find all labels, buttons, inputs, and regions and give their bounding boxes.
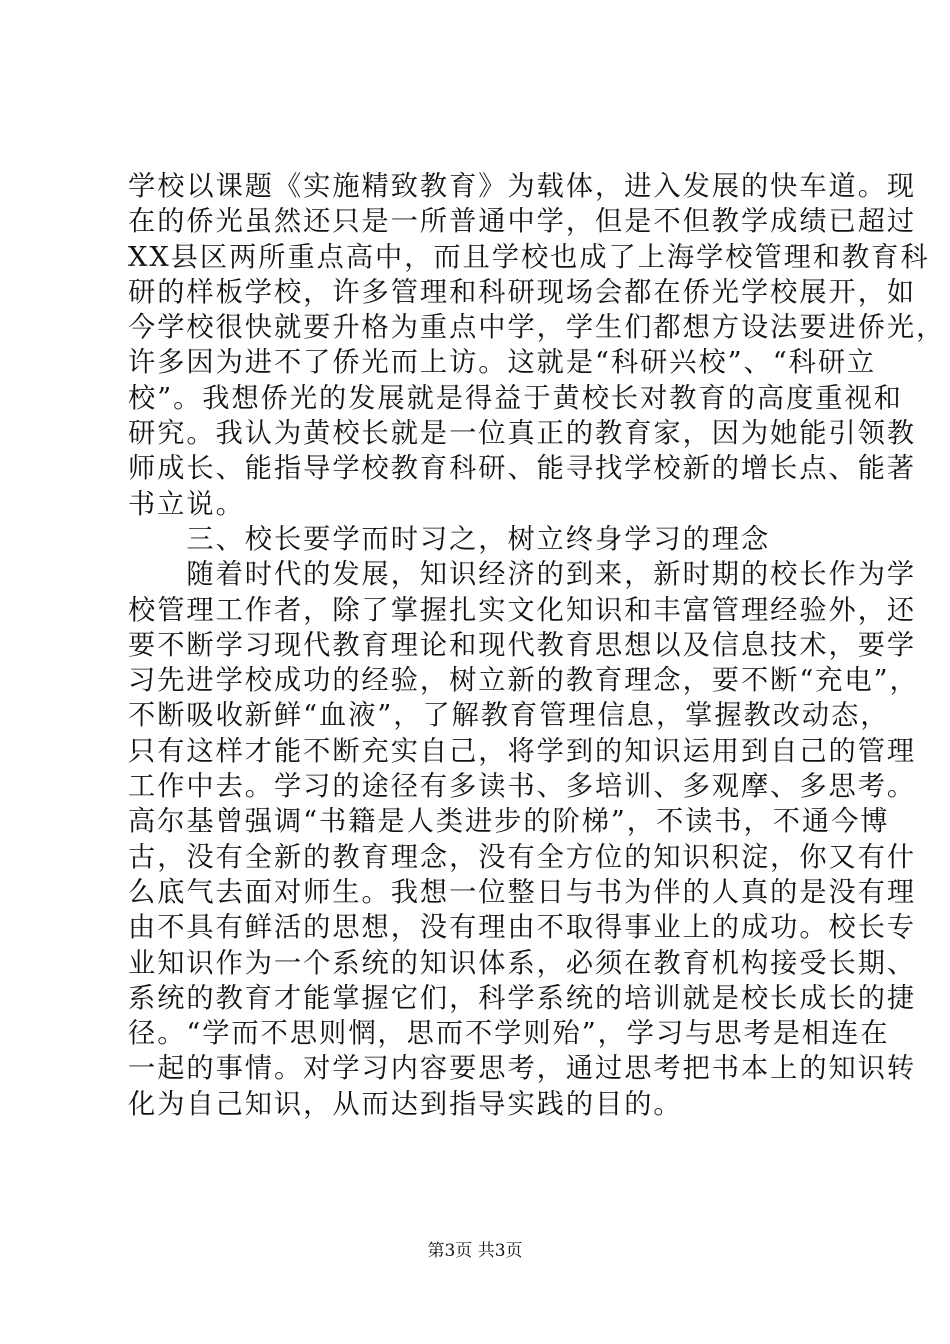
text-line: 只有这样才能不断充实自己，将学到的知识运用到自己的管理	[128, 735, 917, 767]
text-line: 古，没有全新的教育理念，没有全方位的知识积淀，你又有什	[128, 841, 917, 873]
text-line: 师成长、能指导学校教育科研、能寻找学校新的增长点、能著	[128, 453, 917, 485]
text-line: 今学校很快就要升格为重点中学，学生们都想方设法要进侨光，	[128, 312, 946, 344]
text-line: 一起的事情。对学习内容要思考，通过思考把书本上的知识转	[128, 1053, 917, 1085]
text-line: 研究。我认为黄校长就是一位真正的教育家，因为她能引领教	[128, 418, 917, 450]
text-line: 学校以课题《实施精致教育》为载体，进入发展的快车道。现	[128, 171, 917, 202]
text-line: 随着时代的发展，知识经济的到来，新时期的校长作为学	[128, 559, 917, 591]
text-line: 书立说。	[128, 488, 245, 520]
text-line: 校”。我想侨光的发展就是得益于黄校长对教育的高度重视和	[128, 382, 903, 414]
section-heading: 三、校长要学而时习之，树立终身学习的理念	[128, 523, 771, 555]
text-line: 许多因为进不了侨光而上访。这就是“科研兴校”、“科研立	[128, 347, 877, 379]
text-line: 不断吸收新鲜“血液”，了解教育管理信息，掌握教改动态，	[128, 700, 890, 732]
text-line: XX县区两所重点高中，而且学校也成了上海学校管理和教育科	[128, 241, 930, 273]
text-line: 径。“学而不思则惘，思而不学则殆”，学习与思考是相连在	[128, 1018, 890, 1050]
text-line: 习先进学校成功的经验，树立新的教育理念，要不断“充电”，	[128, 665, 919, 697]
body-text	[128, 169, 946, 1122]
text-line: 么底气去面对师生。我想一位整日与书为伴的人真的是没有理	[128, 876, 917, 908]
text-line: 业知识作为一个系统的知识体系，必须在教育机构接受长期、	[128, 947, 917, 979]
text-line: 由不具有鲜活的思想，没有理由不取得事业上的成功。校长专	[128, 912, 917, 944]
text-line: 研的样板学校，许多管理和科研现场会都在侨光学校展开，如	[128, 276, 917, 308]
text-line: 在的侨光虽然还只是一所普通中学，但是不但教学成绩已超过	[128, 206, 917, 238]
text-line: 化为自己知识，从而达到指导实践的目的。	[128, 1088, 683, 1120]
text-line: 校管理工作者，除了掌握扎实文化知识和丰富管理经验外，还	[128, 594, 917, 626]
page-number-footer: 第3页 共3页	[427, 1241, 523, 1261]
text-line: 系统的教育才能掌握它们，科学系统的培训就是校长成长的捷	[128, 982, 917, 1014]
text-line: 要不断学习现代教育理论和现代教育思想以及信息技术，要学	[128, 629, 917, 661]
text-line: 工作中去。学习的途径有多读书、多培训、多观摩、多思考。	[128, 771, 917, 803]
text-line: 高尔基曾强调“书籍是人类进步的阶梯”，不读书，不通今博	[128, 806, 890, 838]
